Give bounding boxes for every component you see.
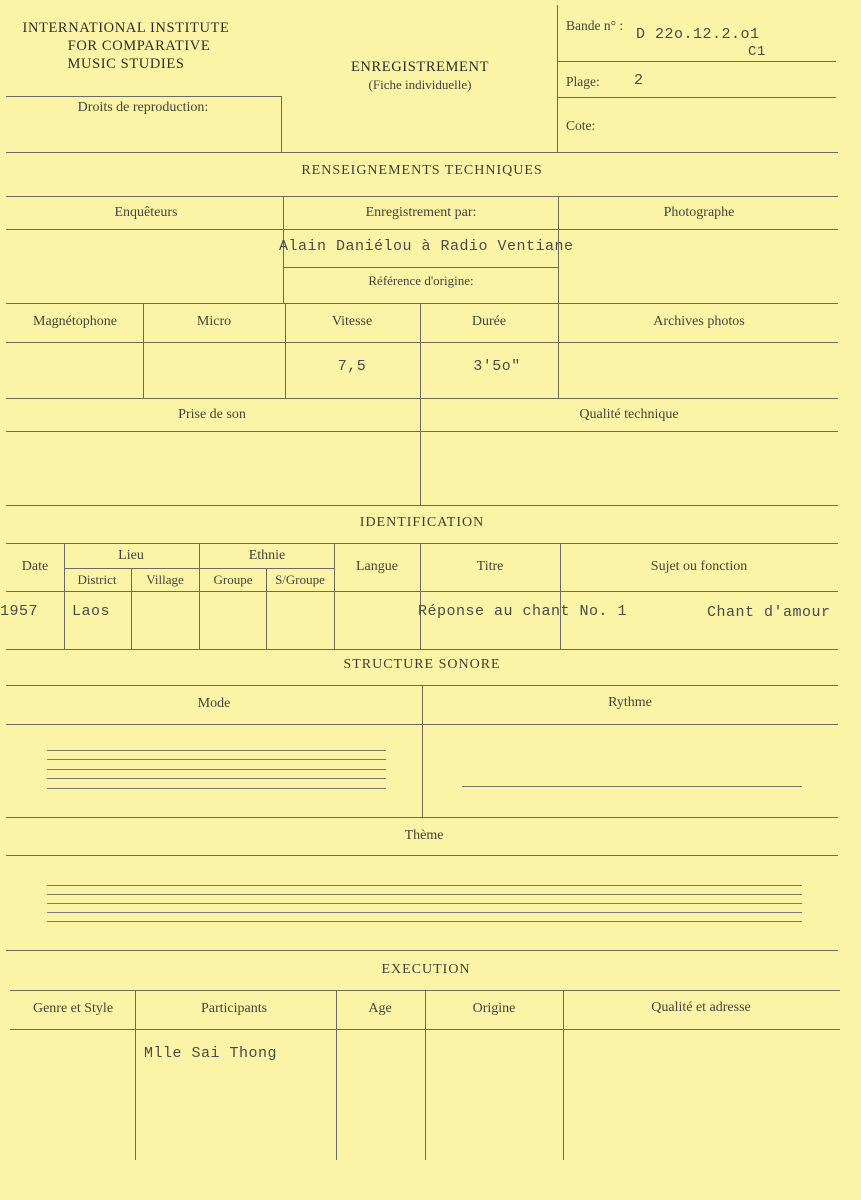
record-title: ENREGISTREMENT	[350, 59, 490, 75]
genre-label: Genre et Style	[32, 1001, 114, 1016]
photographer-label: Photographe	[663, 205, 735, 220]
group-label: Groupe	[213, 572, 253, 587]
id-v-district	[131, 568, 132, 649]
rights-label: Droits de reproduction:	[77, 100, 209, 115]
theme-label-rule	[6, 855, 838, 856]
id-sub-rule-place	[64, 568, 199, 569]
rhythm-label: Rythme	[608, 695, 652, 710]
participants-value: Mlle Sai Thong	[144, 1045, 278, 1062]
exec-v1	[135, 990, 136, 1160]
date-label: Date	[21, 559, 49, 574]
sound-v1	[420, 398, 421, 505]
original-ref-rule	[283, 267, 558, 268]
subgroup-label: S/Groupe	[275, 572, 325, 587]
rights-rule	[6, 96, 281, 97]
identification-heading: IDENTIFICATION	[359, 515, 485, 530]
photo-archive-label: Archives photos	[653, 314, 745, 329]
identification-heading-rule	[6, 543, 838, 544]
speed-label: Vitesse	[331, 314, 373, 329]
id-v-date	[64, 543, 65, 649]
age-label: Age	[368, 1001, 392, 1016]
mic-label: Micro	[196, 314, 232, 329]
theme-label: Thème	[404, 828, 444, 843]
technical-heading-rule	[6, 196, 838, 197]
tape-rule	[558, 61, 836, 62]
track-value: 2	[634, 72, 644, 89]
institute-name-line2: FOR COMPARATIVE	[67, 38, 211, 54]
recorded-by-value: Alain Daniélou à Radio Ventiane	[279, 238, 574, 255]
id-v-title	[560, 543, 561, 649]
sound-row-rule	[6, 431, 838, 432]
equip-row-rule	[6, 342, 838, 343]
technical-heading: RENSEIGNEMENTS TECHNIQUES	[301, 163, 543, 178]
village-label: Village	[146, 572, 184, 587]
header-right-border	[557, 5, 558, 152]
tape-number-label: Bande n° :	[566, 18, 624, 33]
equip-v1	[143, 303, 144, 398]
district-label: District	[77, 572, 117, 587]
tech-row2-rule	[6, 303, 838, 304]
equip-v4	[558, 303, 559, 398]
equip-v3	[420, 303, 421, 398]
duration-label: Durée	[471, 314, 507, 329]
quality-address-label: Qualité et adresse	[651, 1000, 751, 1015]
duration-value: 3'5o"	[473, 358, 521, 375]
institute-name-line1: INTERNATIONAL INSTITUTE	[22, 20, 230, 36]
header-bottom-rule	[6, 152, 838, 153]
id-sub-rule-ethnic	[199, 568, 334, 569]
ethnic-label: Ethnie	[248, 548, 286, 563]
id-header-rule	[6, 591, 838, 592]
sound-take-label: Prise de son	[178, 407, 246, 422]
mode-label: Mode	[197, 696, 231, 711]
structure-heading: STRUCTURE SONORE	[343, 657, 501, 672]
tape-number-value-suffix: C1	[748, 44, 766, 60]
id-v-ethnic	[334, 543, 335, 649]
subject-value: Chant d'amour	[707, 604, 831, 621]
recorded-by-label: Enregistrement par:	[365, 205, 477, 220]
equip-v2	[285, 303, 286, 398]
structure-bottom-rule	[6, 817, 838, 818]
participants-label: Participants	[200, 1001, 268, 1016]
title-label: Titre	[476, 559, 504, 574]
id-v-place	[199, 543, 200, 649]
id-bottom-rule	[6, 649, 838, 650]
tech-row1-rule	[6, 229, 838, 230]
shelf-mark-label: Cote:	[566, 118, 596, 133]
recorder-label: Magnétophone	[33, 314, 117, 329]
record-subtitle: (Fiche individuelle)	[368, 77, 472, 92]
district-value: Laos	[72, 603, 111, 620]
institute-name-line3: MUSIC STUDIES	[67, 56, 185, 72]
speed-value: 7,5	[337, 358, 367, 375]
execution-label-rule	[10, 1029, 840, 1030]
exec-v3	[425, 990, 426, 1160]
subject-label: Sujet ou fonction	[650, 559, 748, 574]
equip-bottom-rule	[6, 398, 838, 399]
track-rule	[558, 97, 836, 98]
date-value: 1957	[0, 603, 39, 620]
tech-quality-label: Qualité technique	[579, 407, 679, 422]
tape-number-value: D 22o.12.2.o1	[636, 26, 760, 43]
exec-v2	[336, 990, 337, 1160]
structure-label-rule	[6, 724, 838, 725]
place-label: Lieu	[118, 548, 144, 563]
original-ref-label: Référence d'origine:	[368, 273, 474, 288]
origin-label: Origine	[472, 1001, 516, 1016]
exec-v4	[563, 990, 564, 1160]
execution-heading: EXECUTION	[381, 962, 471, 977]
track-label: Plage:	[566, 74, 600, 89]
title-value: Réponse au chant No. 1	[418, 603, 628, 620]
id-v-language	[420, 543, 421, 649]
structure-v1	[422, 685, 423, 817]
rights-right-border	[281, 96, 282, 152]
sound-bottom-rule	[6, 505, 838, 506]
language-label: Langue	[356, 559, 398, 574]
theme-bottom-rule	[6, 950, 838, 951]
rhythm-line	[462, 786, 802, 787]
investigators-label: Enquêteurs	[114, 205, 178, 220]
id-v-group	[266, 568, 267, 649]
